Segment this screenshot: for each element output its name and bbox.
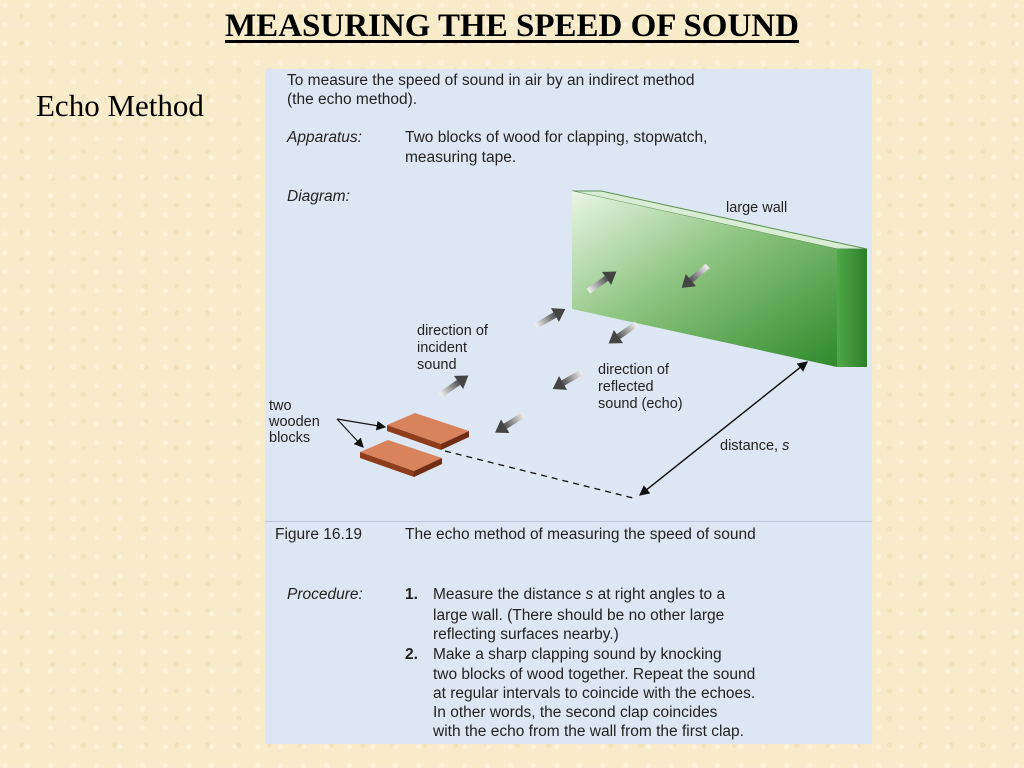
- distance-label-text: distance,: [720, 438, 779, 454]
- distance-arrow-back: [640, 362, 807, 495]
- textbook-figure: [265, 69, 872, 744]
- block-pointer-lines: [337, 419, 385, 447]
- figure-caption-text: The echo method of measuring the speed of sound: [405, 526, 756, 543]
- distance-symbol: s: [782, 438, 790, 454]
- wall-label: large wall: [726, 200, 788, 216]
- blocks-label-line-3: blocks: [269, 430, 311, 446]
- wooden-blocks: [360, 413, 469, 477]
- incident-label-line-1: direction of: [417, 323, 488, 339]
- step-2-line-2: two blocks of wood together. Repeat the sound: [433, 666, 756, 683]
- distance-label: [720, 438, 789, 454]
- step-1-line-3: reflecting surfaces nearby.): [433, 626, 619, 643]
- step-1-line-2: large wall. (There should be no other large: [433, 607, 725, 624]
- intro-line-1: To measure the speed of sound in air by an indirect method: [287, 72, 695, 89]
- apparatus-line-2: measuring tape.: [405, 149, 517, 166]
- slide-title: [0, 8, 1024, 45]
- blocks-label-line-1: two: [269, 398, 292, 414]
- step-2-number: 2.: [405, 646, 418, 663]
- step-1-symbol: s: [585, 586, 594, 603]
- baseline-dashed: [445, 451, 637, 499]
- step-1-line-1-rest: at right angles to a: [597, 586, 726, 603]
- diagram-label: Diagram:: [287, 188, 350, 205]
- intro-line-2: (the echo method).: [287, 91, 418, 108]
- reflected-label-line-1: direction of: [598, 362, 669, 378]
- incident-label-line-2: incident: [417, 340, 467, 356]
- blocks-label-line-2: wooden: [269, 414, 320, 430]
- echo-diagram: [265, 69, 872, 521]
- figure-caption-number: Figure 16.19: [275, 526, 363, 543]
- apparatus-label: Apparatus:: [287, 129, 362, 146]
- step-1-line-1-start: Measure the distance: [433, 586, 582, 603]
- caption-divider: [265, 521, 872, 522]
- step-2-line-1: Make a sharp clapping sound by knocking: [433, 646, 722, 663]
- incident-label-line-3: sound: [417, 357, 457, 373]
- reflected-label-line-2: reflected: [598, 379, 654, 395]
- step-2-line-4: In other words, the second clap coincides: [433, 704, 718, 721]
- reflected-label-line-3: sound (echo): [598, 396, 683, 412]
- slide-subtitle: Echo Method: [36, 88, 204, 123]
- apparatus-line-1: Two blocks of wood for clapping, stopwatch,: [405, 129, 708, 146]
- step-1-number: 1.: [405, 586, 418, 603]
- step-2-line-5: with the echo from the wall from the first clap.: [433, 723, 744, 740]
- step-1-line-1: [433, 585, 725, 604]
- slide-title-text: MEASURING THE SPEED OF SOUND: [225, 8, 799, 44]
- procedure-label: Procedure:: [287, 586, 363, 603]
- step-2-line-3: at regular intervals to coincide with the echoes.: [433, 685, 756, 702]
